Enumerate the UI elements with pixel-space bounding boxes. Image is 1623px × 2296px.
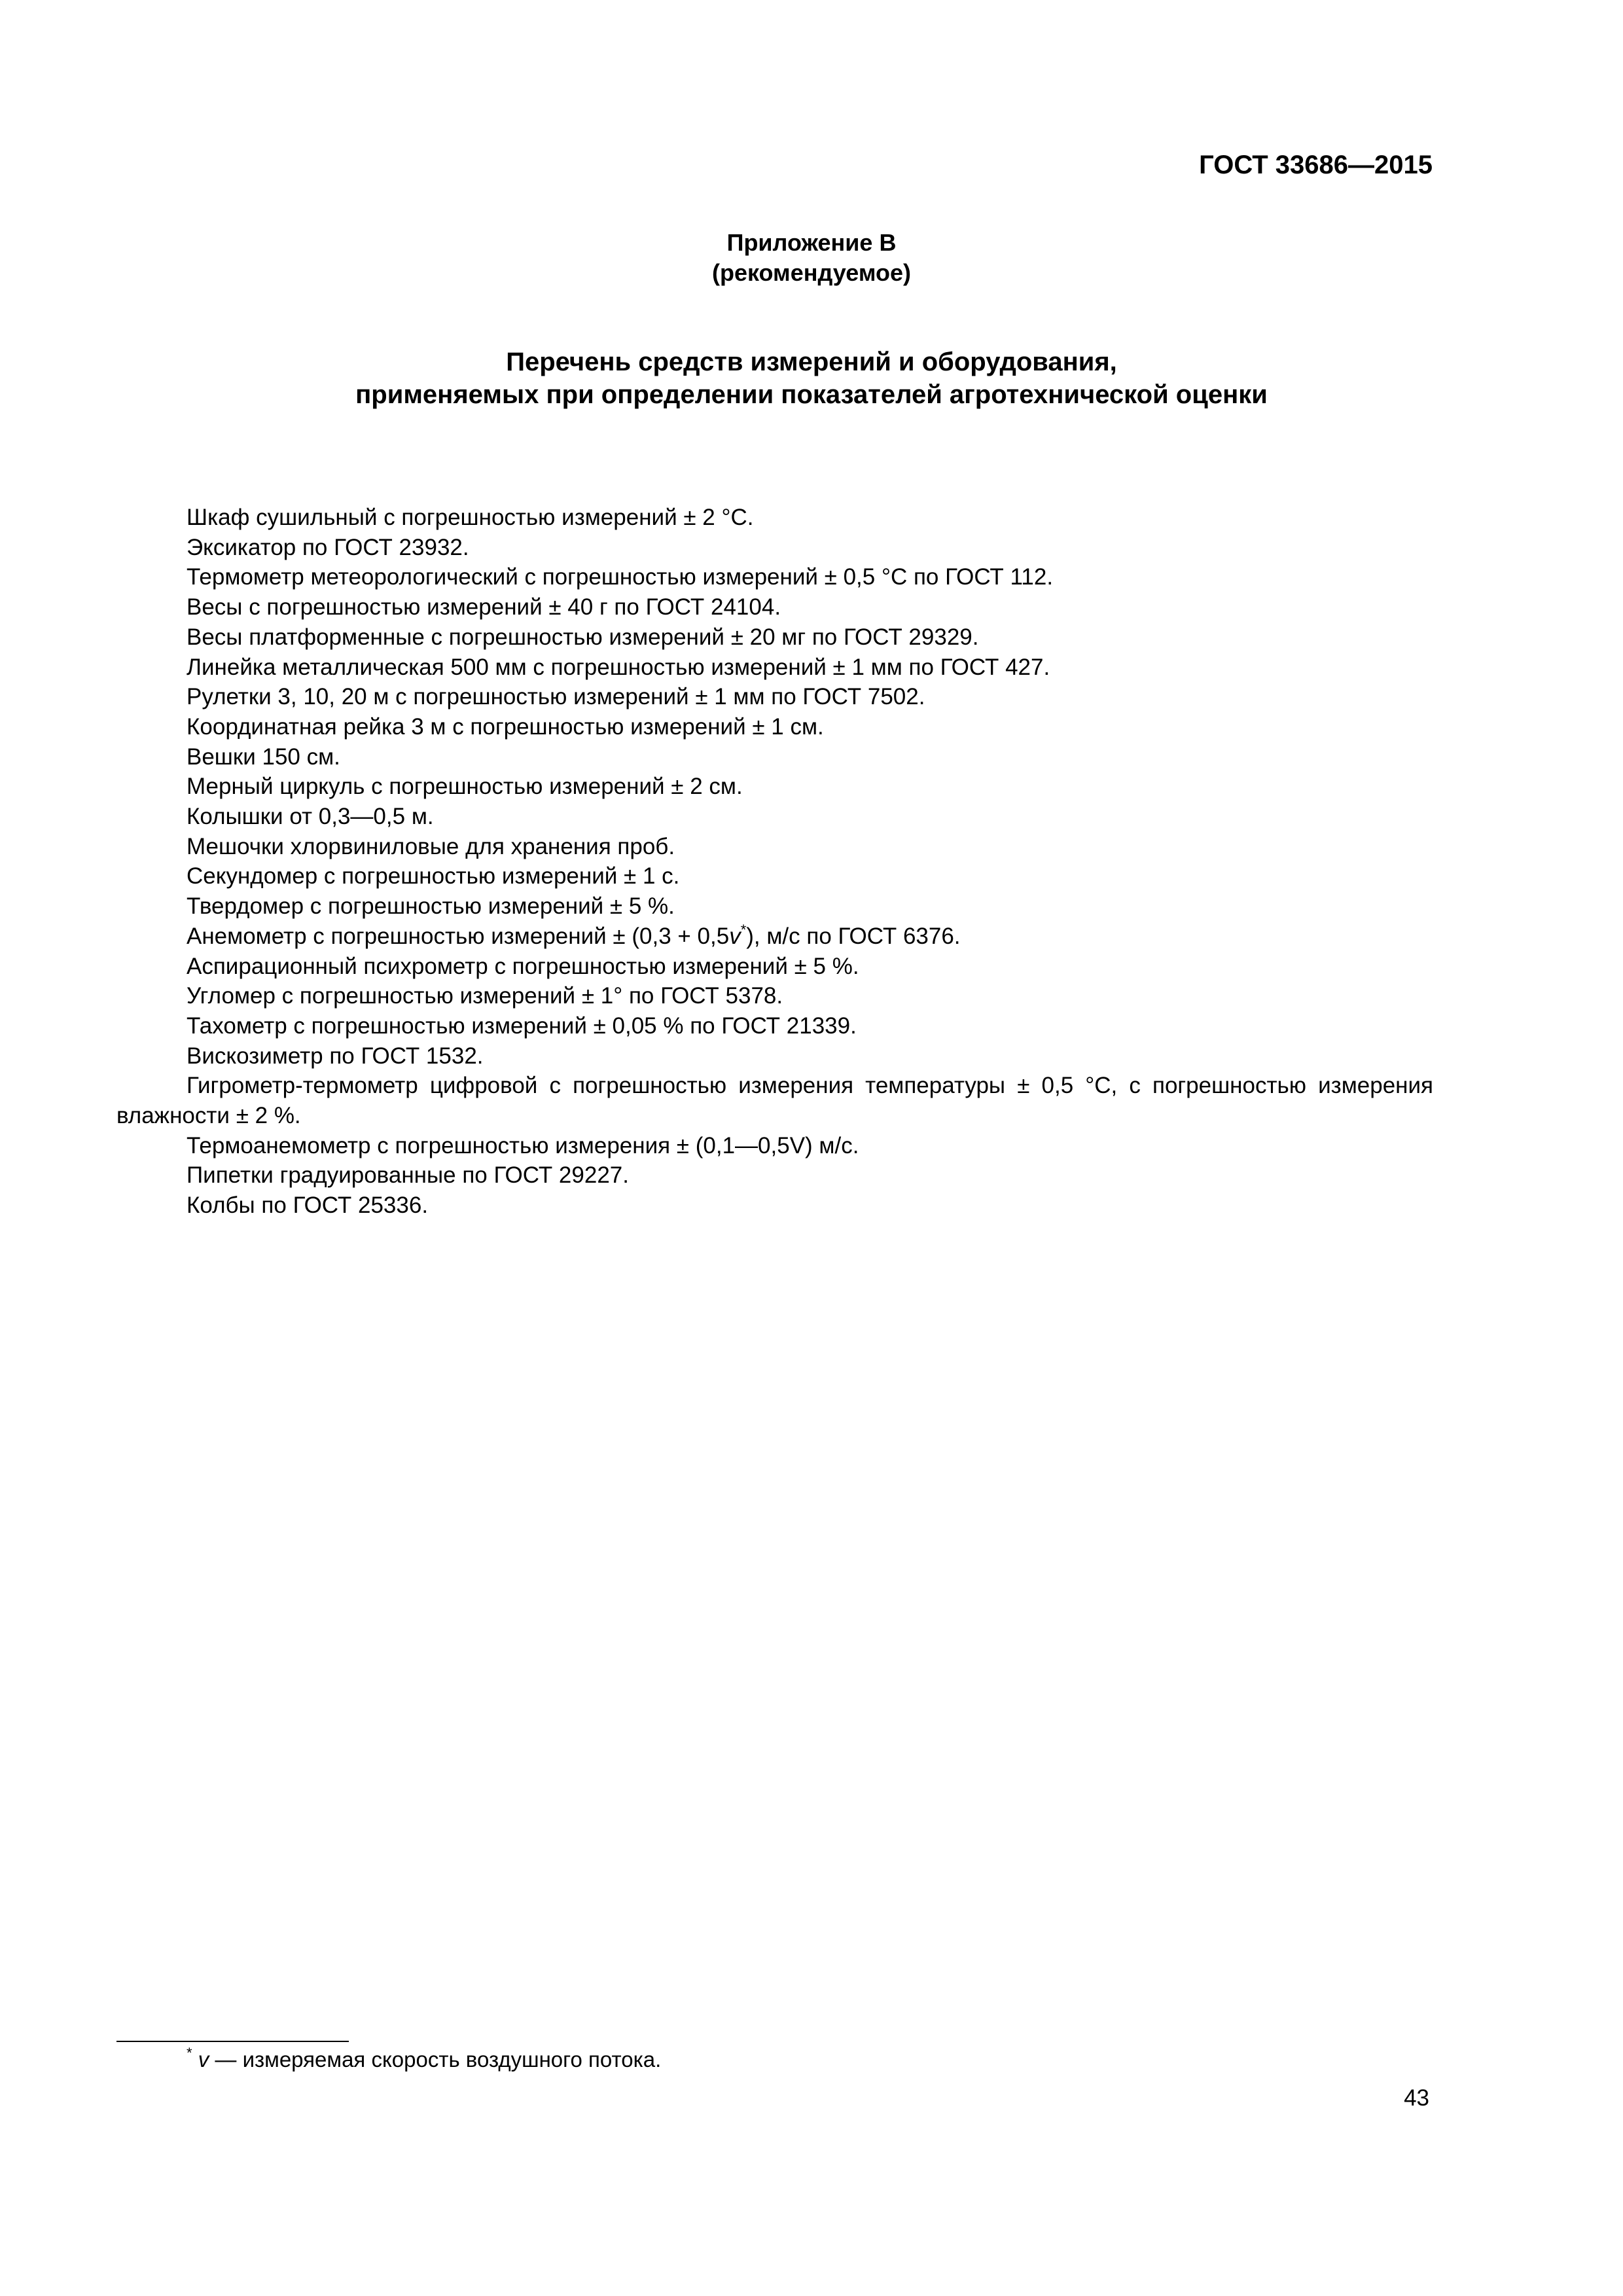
anemometer-text-before: Анемометр с погрешностью измерений ± (0,3 + 0,5 (187, 923, 730, 949)
list-item: Термометр метеорологический с погрешностью измерений ± 0,5 °С по ГОСТ 112. (187, 564, 1054, 590)
footnote-reference-mark[interactable]: * (740, 921, 747, 938)
list-item: Угломер с погрешностью измерений ± 1° по ГОСТ 5378. (187, 983, 783, 1009)
list-item: Мешочки хлорвиниловые для хранения проб. (187, 833, 675, 859)
footnote (187, 2046, 661, 2073)
list-item: Координатная рейка 3 м с погрешностью измерений ± 1 см. (187, 713, 824, 740)
list-item: Линейка металлическая 500 мм с погрешностью измерений ± 1 мм по ГОСТ 427. (187, 654, 1050, 680)
section-title-line-2: применяемых при определении показателей агротехнической оценки (355, 380, 1268, 409)
list-item: Весы с погрешностью измерений ± 40 г по ГОСТ 24104. (187, 594, 781, 620)
page-number: 43 (1404, 2085, 1429, 2111)
footnote-divider (116, 2041, 349, 2042)
list-item: Колышки от 0,3—0,5 м. (187, 804, 434, 830)
section-title-line-1: Перечень средств измерений и оборудования, (506, 348, 1117, 376)
anemometer-text-after: ), м/с по ГОСТ 6376. (746, 923, 961, 949)
footnote-variable: v (198, 2047, 209, 2072)
list-item: Эксикатор по ГОСТ 23932. (187, 534, 469, 560)
annex-status: (рекомендуемое) (712, 259, 911, 286)
list-item: Аспирационный психрометр с погрешностью измерений ± 5 %. (187, 953, 859, 979)
section-title (0, 346, 1623, 411)
list-item: Вешки 150 см. (187, 744, 340, 770)
list-item: Вискозиметр по ГОСТ 1532. (187, 1043, 484, 1069)
footnote-text: — измеряемая скорость воздушного потока. (209, 2047, 662, 2072)
list-item: Термоанемометр с погрешностью измерения ± (0,1—0,5V) м/с. (187, 1132, 859, 1158)
airflow-velocity-variable: v (729, 923, 741, 949)
list-item-anemometer (116, 922, 1433, 952)
equipment-list (116, 503, 1433, 1221)
footnote-mark: * (187, 2045, 192, 2061)
list-item: Гигрометр-термометр цифровой с погрешностью измерения температуры ± 0,5 °С, с погрешностью измерения влажности ± 2 %. (116, 1073, 1433, 1129)
list-item: Весы платформенные с погрешностью измерений ± 20 мг по ГОСТ 29329. (187, 624, 979, 650)
list-item: Колбы по ГОСТ 25336. (187, 1193, 429, 1219)
list-item: Пипетки градуированные по ГОСТ 29227. (187, 1162, 629, 1189)
list-item: Секундомер с погрешностью измерений ± 1 с. (187, 863, 680, 889)
list-item: Шкаф сушильный с погрешностью измерений ± 2 °С. (187, 505, 754, 530)
document-standard-code: ГОСТ 33686—2015 (1199, 151, 1433, 179)
list-item: Тахометр с погрешностью измерений ± 0,05 % по ГОСТ 21339. (187, 1013, 857, 1039)
annex-title: Приложение В (726, 229, 897, 256)
list-item: Мерный циркуль с погрешностью измерений ± 2 см. (187, 774, 743, 800)
annex-heading (0, 228, 1623, 288)
list-item: Твердомер с погрешностью измерений ± 5 %. (187, 893, 675, 920)
list-item: Рулетки 3, 10, 20 м с погрешностью измерений ± 1 мм по ГОСТ 7502. (187, 684, 925, 710)
